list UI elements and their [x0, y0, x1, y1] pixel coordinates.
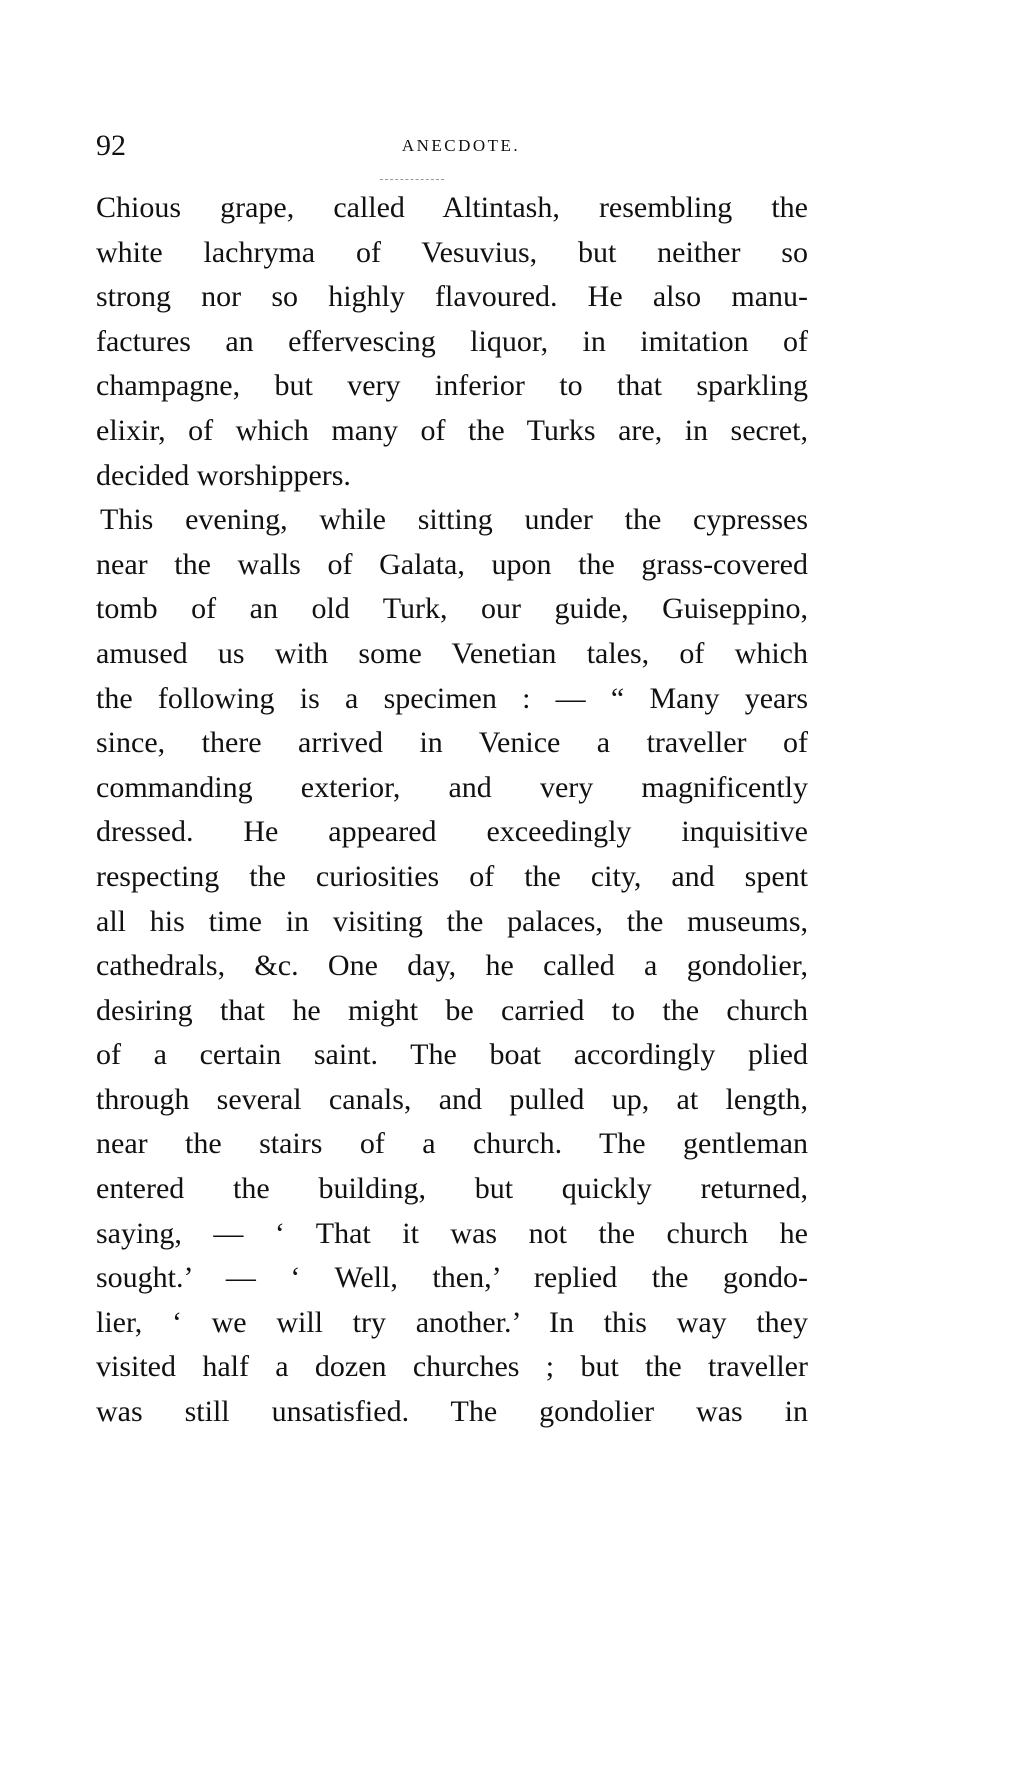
text-line: decided worshippers. — [96, 458, 351, 492]
text-line: cathedrals, &c. One day, he called a gondolier, — [96, 949, 808, 983]
text-line: dressed. He appeared exceedingly inquisitive — [96, 815, 808, 849]
text-line: of a certain saint. The boat accordingly plied — [96, 1038, 808, 1072]
text-line: near the stairs of a church. The gentleman — [96, 1127, 808, 1161]
text-line: since, there arrived in Venice a traveller of — [96, 726, 808, 760]
text-line: champagne, but very inferior to that sparkling — [96, 369, 808, 403]
text-line: This evening, while sitting under the cypresses — [100, 503, 808, 537]
text-line: desiring that he might be carried to the church — [96, 993, 808, 1027]
text-line: tomb of an old Turk, our guide, Guiseppino, — [96, 592, 808, 626]
running-head — [96, 128, 808, 168]
text-line: white lachryma of Vesuvius, but neither so — [96, 235, 808, 269]
page-number: 92 — [96, 129, 126, 162]
running-title: ANECDOTE. — [401, 136, 521, 155]
text-line: through several canals, and pulled up, at length, — [96, 1082, 808, 1116]
text-line: respecting the curiosities of the city, and spent — [96, 859, 808, 893]
text-line: sought.’ — ‘ Well, then,’ replied the gondo- — [96, 1261, 808, 1295]
text-line: entered the building, but quickly returned, — [96, 1172, 808, 1206]
text-line: visited half a dozen churches ; but the traveller — [96, 1350, 808, 1384]
text-line: commanding exterior, and very magnificently — [96, 770, 808, 804]
text-line: all his time in visiting the palaces, the museums, — [96, 904, 808, 938]
text-line: saying, — ‘ That it was not the church he — [96, 1216, 808, 1250]
text-line: factures an effervescing liquor, in imitation of — [96, 324, 808, 358]
text-line: Chious grape, called Altintash, resembling the — [96, 191, 808, 224]
body-text — [96, 186, 808, 1435]
text-line: strong nor so highly flavoured. He also manu- — [96, 280, 808, 314]
text-line: amused us with some Venetian tales, of which — [96, 636, 808, 670]
text-line: near the walls of Galata, upon the grass-covered — [96, 547, 808, 581]
text-line: the following is a specimen : — “ Many years — [96, 681, 808, 715]
text-line: was still unsatisfied. The gondolier was in — [96, 1395, 808, 1429]
header-rule — [380, 179, 444, 180]
text-line: lier, ‘ we will try another.’ In this way they — [96, 1305, 808, 1339]
text-line: elixir, of which many of the Turks are, in secret, — [96, 413, 808, 447]
